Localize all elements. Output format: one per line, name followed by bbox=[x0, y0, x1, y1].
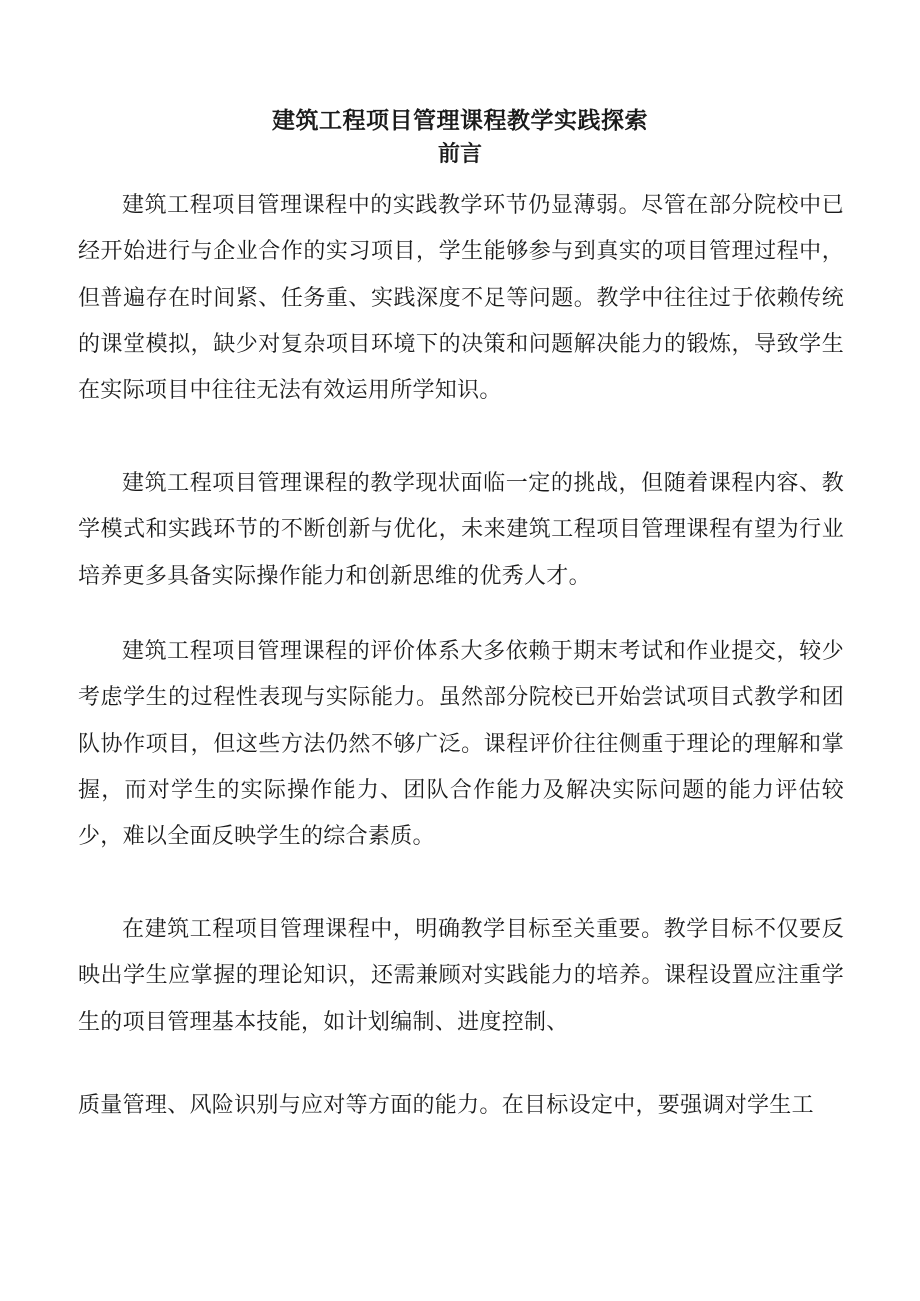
paragraph-evaluation-system: 建筑工程项目管理课程的评价体系大多依赖于期末考试和作业提交，较少考虑学生的过程性表现与实际能力。虽然部分院校已开始尝试项目式教学和团队协作项目，但这些方法仍然不够广泛。课程评价往往侧重于理论的理解和掌握，而对学生的实际操作能力、团队合作能力及解决实际问题的能力评估较少，难以全面反映学生的综合素质。 bbox=[78, 639, 844, 850]
paragraph-teaching-status: 建筑工程项目管理课程的教学现状面临一定的挑战，但随着课程内容、教学模式和实践环节的不断创新与优化，未来建筑工程项目管理课程有望为行业培养更多具备实际操作能力和创新思维的优秀人才。 bbox=[78, 471, 844, 589]
paragraph-practice-teaching: 建筑工程项目管理课程中的实践教学环节仍显薄弱。尽管在部分院校中已经开始进行与企业合作的实习项目，学生能够参与到真实的项目管理过程中，但普遍存在时间紧、任务重、实践深度不足等问题。教学中往往过于依赖传统的课堂模拟，缺少对复杂项目环境下的决策和问题解决能力的锻炼，导致学生在实际项目中往往无法有效运用所学知识。 bbox=[78, 193, 844, 404]
section-heading-preface: 前言 bbox=[437, 141, 482, 167]
paragraph-teaching-goals: 在建筑工程项目管理课程中，明确教学目标至关重要。教学目标不仅要反映出学生应掌握的理论知识，还需兼顾对实践能力的培养。课程设置应注重学生的项目管理基本技能，如计划编制、进度控制、 bbox=[78, 917, 844, 1035]
document-title: 建筑工程项目管理课程教学实践探索 bbox=[272, 107, 648, 134]
paragraph-continuation: 质量管理、风险识别与应对等方面的能力。在目标设定中，要强调对学生工 bbox=[78, 1093, 814, 1118]
